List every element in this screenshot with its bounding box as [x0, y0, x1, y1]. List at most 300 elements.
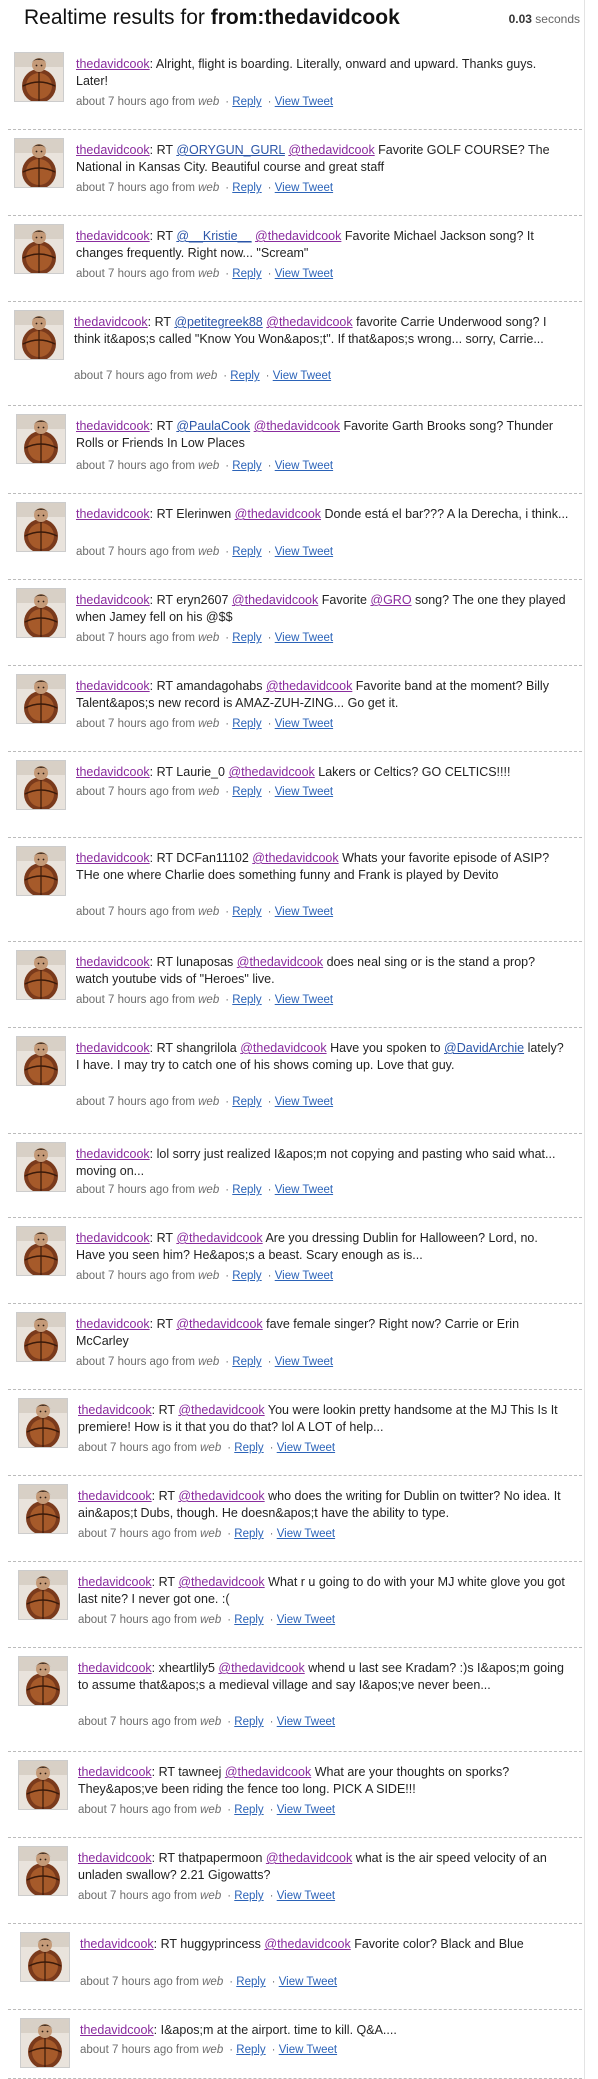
tweet-meta: about 7 hours ago from web · Reply · View Tweet	[76, 268, 334, 280]
tweet-text	[76, 1146, 570, 1180]
tweet-text	[76, 228, 570, 262]
view-tweet-link[interactable]: View Tweet	[272, 370, 332, 382]
tweet-timestamp: about 7 hours ago	[76, 1270, 169, 1282]
tweet-text-segment: Whats your favorite episode of ASIP? THe one where Charlie does something funny and Frank is played by Devito	[76, 851, 550, 882]
tweet-source: web	[200, 1804, 222, 1816]
tweet-meta: about 7 hours ago from web · Reply · View Tweet	[76, 718, 334, 730]
tweet-text-segment: Lakers or Celtics? GO CELTICS!!!!	[314, 765, 511, 779]
user-avatar-icon[interactable]	[16, 846, 66, 896]
tweet-text	[76, 1230, 570, 1264]
tweet-text-segment: : RT shangrilola	[149, 1041, 241, 1055]
view-tweet-link[interactable]: View Tweet	[274, 994, 334, 1006]
tweet-text-segment: : I&apos;m at the airport. time to kill. Q&A....	[153, 2023, 397, 2037]
tweet-text-segment: : Alright, flight is boarding. Literally, onward and upward. Thanks guys. Later!	[76, 57, 537, 88]
mention-link[interactable]: @thedavidcook	[288, 143, 375, 157]
source-from-label: from	[173, 1890, 197, 1902]
tweet-author-link[interactable]: thedavidcook	[76, 143, 150, 157]
tweet-item	[0, 1476, 584, 1562]
mention-link[interactable]: @__Kristie__	[176, 229, 252, 243]
tweet-item	[0, 1838, 584, 1924]
tweet-author-link[interactable]: thedavidcook	[76, 1041, 150, 1055]
reply-link[interactable]: Reply	[232, 268, 262, 280]
mention-link[interactable]: @thedavidcook	[265, 1851, 353, 1865]
tweet-timestamp: about 7 hours ago	[76, 1356, 169, 1368]
tweet-text-segment: : RT DCFan11102	[149, 851, 253, 865]
tweet-meta: about 7 hours ago from web · Reply · View Tweet	[76, 786, 334, 798]
view-tweet-link[interactable]: View Tweet	[274, 96, 334, 108]
view-tweet-link[interactable]: View Tweet	[274, 546, 334, 558]
tweet-text-segment: Have you spoken to	[326, 1041, 445, 1055]
source-from-label: from	[171, 1096, 195, 1108]
tweet-timestamp: about 7 hours ago	[80, 2044, 173, 2056]
tweet-item	[0, 1648, 584, 1752]
tweet-author-link[interactable]: thedavidcook	[76, 765, 150, 779]
reply-link[interactable]: Reply	[230, 370, 260, 382]
tweet-item	[0, 1134, 584, 1218]
view-tweet-link[interactable]: View Tweet	[278, 1976, 338, 1988]
user-avatar-icon[interactable]	[18, 1484, 68, 1534]
reply-link[interactable]: Reply	[234, 1528, 264, 1540]
tweet-text	[76, 142, 570, 176]
tweet-meta: about 7 hours ago from web · Reply · View Tweet	[76, 994, 334, 1006]
mention-link[interactable]: @thedavidcook	[266, 315, 353, 329]
mention-link[interactable]: @thedavidcook	[265, 679, 353, 693]
user-avatar-icon[interactable]	[16, 1312, 66, 1362]
tweet-timestamp: about 7 hours ago	[80, 1976, 173, 1988]
tweet-text-segment: You were lookin pretty handsome at the MJ This Is It premiere! How is it that you do that? lol A LOT of help...	[78, 1403, 558, 1434]
title-prefix: Realtime results for	[24, 6, 211, 29]
mention-link[interactable]: @ORYGUN_GURL	[176, 143, 285, 157]
tweet-item	[0, 302, 584, 406]
tweet-text-segment: : RT	[151, 1403, 179, 1417]
user-avatar-icon[interactable]	[16, 1142, 66, 1192]
source-from-label: from	[171, 718, 195, 730]
source-from-label: from	[171, 460, 195, 472]
user-avatar-icon[interactable]	[16, 760, 66, 810]
view-tweet-link[interactable]: View Tweet	[278, 2044, 338, 2056]
tweet-item	[0, 942, 584, 1028]
tweet-meta: about 7 hours ago from web · Reply · View Tweet	[76, 1270, 334, 1282]
tweet-text	[76, 850, 570, 884]
tweet-text-segment: : RT	[147, 315, 175, 329]
tweet-timestamp: about 7 hours ago	[78, 1614, 171, 1626]
tweet-text-segment: What are your thoughts on sporks? They&apos;ve been riding the fence too long. PICK A SIDE!!!	[78, 1765, 510, 1796]
source-from-label: from	[171, 1270, 195, 1282]
tweet-author-link[interactable]: thedavidcook	[76, 229, 150, 243]
tweet-source: web	[200, 1890, 222, 1902]
mention-link[interactable]: @thedavidcook	[178, 1489, 265, 1503]
tweet-text-segment: who does the writing for Dublin on twitter? No idea. It ain&apos;t Dubs, though. He doesn&apos;t have the ability to type.	[78, 1489, 561, 1520]
tweet-text-segment: What r u going to do with your MJ white glove you got last nite? I never got one. :(	[78, 1575, 565, 1606]
source-from-label: from	[175, 1976, 199, 1988]
reply-link[interactable]: Reply	[232, 96, 262, 108]
user-avatar-icon[interactable]	[16, 588, 66, 638]
tweet-source: web	[198, 546, 220, 558]
user-avatar-icon[interactable]	[18, 1760, 68, 1810]
user-avatar-icon[interactable]	[16, 1036, 66, 1086]
tweet-timestamp: about 7 hours ago	[78, 1528, 171, 1540]
tweet-meta: about 7 hours ago from web · Reply · View Tweet	[78, 1528, 336, 1540]
user-avatar-icon[interactable]	[14, 52, 64, 102]
tweet-text	[76, 678, 570, 712]
tweet-timestamp: about 7 hours ago	[76, 632, 169, 644]
tweet-text	[80, 2022, 570, 2039]
mention-link[interactable]: @thedavidcook	[218, 1661, 305, 1675]
reply-link[interactable]: Reply	[234, 1890, 264, 1902]
tweet-meta: about 7 hours ago from web · Reply · View Tweet	[74, 370, 332, 382]
view-tweet-link[interactable]: View Tweet	[276, 1890, 336, 1902]
reply-link[interactable]: Reply	[232, 786, 262, 798]
mention-link[interactable]: @thedavidcook	[240, 1041, 327, 1055]
view-tweet-link[interactable]: View Tweet	[274, 786, 334, 798]
tweet-text-segment: favorite Carrie Underwood song? I think it&apos;s called "Know You Won&apos;t". If that&apos;s wrong... sorry, Carrie...	[74, 315, 547, 346]
reply-link[interactable]: Reply	[232, 632, 262, 644]
view-tweet-link[interactable]: View Tweet	[274, 632, 334, 644]
tweet-text	[78, 1850, 570, 1884]
tweet-meta: about 7 hours ago from web · Reply · View Tweet	[76, 632, 334, 644]
tweet-item	[0, 752, 584, 838]
tweet-source: web	[200, 1614, 222, 1626]
tweet-text-segment: : RT Laurie_0	[149, 765, 229, 779]
tweet-text	[76, 506, 570, 523]
tweet-text-segment: what is the air speed velocity of an unladen swallow? 2.21 Gigowatts?	[78, 1851, 547, 1882]
source-from-label: from	[173, 1528, 197, 1540]
view-tweet-link[interactable]: View Tweet	[274, 1096, 334, 1108]
tweet-author-link[interactable]: thedavidcook	[78, 1765, 152, 1779]
mention-link[interactable]: @thedavidcook	[224, 1765, 312, 1779]
tweet-text-segment: Favorite Garth Brooks song? Thunder Rolls or Friends In Low Places	[76, 419, 554, 450]
page-title	[24, 6, 400, 30]
tweet-author-link[interactable]: thedavidcook	[74, 315, 148, 329]
tweet-author-link[interactable]: thedavidcook	[76, 1231, 150, 1245]
tweet-timestamp: about 7 hours ago	[76, 718, 169, 730]
user-avatar-icon[interactable]	[16, 414, 66, 464]
tweet-source: web	[202, 2044, 224, 2056]
tweet-item	[0, 838, 584, 942]
mention-link[interactable]: @thedavidcook	[234, 507, 322, 521]
tweet-meta: about 7 hours ago from web · Reply · View Tweet	[80, 1976, 338, 1988]
reply-link[interactable]: Reply	[234, 1804, 264, 1816]
view-tweet-link[interactable]: View Tweet	[274, 718, 334, 730]
tweet-meta: about 7 hours ago from web · Reply · View Tweet	[80, 2044, 338, 2056]
source-from-label: from	[171, 632, 195, 644]
source-from-label: from	[171, 1184, 195, 1196]
reply-link[interactable]: Reply	[232, 182, 262, 194]
reply-link[interactable]: Reply	[232, 718, 262, 730]
reply-link[interactable]: Reply	[232, 460, 262, 472]
mention-link[interactable]: @thedavidcook	[252, 851, 339, 865]
tweet-timestamp: about 7 hours ago	[76, 96, 169, 108]
view-tweet-link[interactable]: View Tweet	[274, 182, 334, 194]
reply-link[interactable]: Reply	[232, 994, 262, 1006]
view-tweet-link[interactable]: View Tweet	[274, 1184, 334, 1196]
tweet-author-link[interactable]: thedavidcook	[76, 507, 150, 521]
tweet-item	[0, 1562, 584, 1648]
query-timing	[509, 12, 580, 26]
tweet-text-segment: lately? I have. I may try to catch one of his shows coming up. Love that guy.	[76, 1041, 564, 1072]
tweet-meta: about 7 hours ago from web · Reply · View Tweet	[76, 96, 334, 108]
tweet-text-segment: : RT	[149, 1317, 177, 1331]
user-avatar-icon[interactable]	[14, 310, 64, 360]
tweet-text-segment: : RT	[149, 143, 177, 157]
tweet-text-segment: fave female singer? Right now? Carrie or Erin McCarley	[76, 1317, 520, 1348]
tweet-item	[0, 1390, 584, 1476]
mention-link[interactable]: @thedavidcook	[178, 1403, 265, 1417]
mention-link[interactable]: @thedavidcook	[264, 1937, 351, 1951]
user-avatar-icon[interactable]	[14, 224, 64, 274]
user-avatar-icon[interactable]	[18, 1398, 68, 1448]
mention-link[interactable]: @PaulaCook	[176, 419, 251, 433]
tweet-text	[76, 1316, 570, 1350]
tweet-source: web	[198, 460, 220, 472]
tweet-item	[0, 580, 584, 666]
mention-link[interactable]: @thedavidcook	[176, 1317, 263, 1331]
tweet-timestamp: about 7 hours ago	[76, 994, 169, 1006]
tweet-author-link[interactable]: thedavidcook	[76, 851, 150, 865]
tweet-text-segment: : RT	[151, 1489, 179, 1503]
tweet-text-segment: Favorite band at the moment? Billy Talent&apos;s new record is AMAZ-ZUH-ZING... Go get it.	[76, 679, 549, 710]
timing-value: 0.03	[508, 12, 532, 26]
tweet-item	[0, 1304, 584, 1390]
tweet-text-segment: does neal sing or is the stand a prop? watch youtube vids of "Heroes" live.	[76, 955, 536, 986]
reply-link[interactable]: Reply	[232, 1356, 262, 1368]
tweet-timestamp: about 7 hours ago	[78, 1716, 171, 1728]
source-from-label: from	[171, 96, 195, 108]
tweet-meta: about 7 hours ago from web · Reply · View Tweet	[78, 1804, 336, 1816]
view-tweet-link[interactable]: View Tweet	[274, 906, 334, 918]
tweet-meta: about 7 hours ago from web · Reply · View Tweet	[76, 1184, 334, 1196]
tweet-timestamp: about 7 hours ago	[78, 1442, 171, 1454]
view-tweet-link[interactable]: View Tweet	[276, 1804, 336, 1816]
tweet-text-segment: : RT	[149, 1231, 177, 1245]
reply-link[interactable]: Reply	[234, 1442, 264, 1454]
tweet-author-link[interactable]: thedavidcook	[76, 1317, 150, 1331]
tweet-meta: about 7 hours ago from web · Reply · View Tweet	[76, 546, 334, 558]
mention-link[interactable]: @thedavidcook	[178, 1575, 265, 1589]
tweet-text-segment: : RT Elerinwen	[149, 507, 235, 521]
tweet-text-segment: : RT thatpapermoon	[151, 1851, 266, 1865]
mention-link[interactable]: @thedavidcook	[255, 229, 342, 243]
tweet-timestamp: about 7 hours ago	[78, 1890, 171, 1902]
view-tweet-link[interactable]: View Tweet	[276, 1528, 336, 1540]
tweet-item	[0, 406, 584, 494]
view-tweet-link[interactable]: View Tweet	[274, 268, 334, 280]
tweet-text-segment: whend u last see Kradam? :)s I&apos;m going to assume that&apos;s a medieval village and say I&apos;ve never been...	[78, 1661, 564, 1692]
tweet-source: web	[198, 994, 220, 1006]
tweet-text-segment: : RT amandagohabs	[149, 679, 266, 693]
view-tweet-link[interactable]: View Tweet	[276, 1716, 336, 1728]
tweet-item	[0, 1028, 584, 1134]
source-from-label: from	[171, 546, 195, 558]
tweet-text	[76, 56, 570, 90]
tweet-source: web	[198, 1270, 220, 1282]
tweet-timestamp: about 7 hours ago	[76, 268, 169, 280]
source-from-label: from	[173, 1804, 197, 1816]
tweet-text	[80, 1936, 570, 1953]
tweet-timestamp: about 7 hours ago	[76, 182, 169, 194]
reply-link[interactable]: Reply	[234, 1716, 264, 1728]
tweet-source: web	[202, 1976, 224, 1988]
tweet-text	[76, 1040, 570, 1074]
tweet-source: web	[200, 1442, 222, 1454]
user-avatar-icon[interactable]	[18, 1570, 68, 1620]
user-avatar-icon[interactable]	[20, 1932, 70, 1982]
tweet-source: web	[198, 1184, 220, 1196]
source-from-label: from	[175, 2044, 199, 2056]
tweet-text-segment: : RT lunaposas	[149, 955, 237, 969]
tweet-source: web	[198, 1096, 220, 1108]
reply-link[interactable]: Reply	[232, 1096, 262, 1108]
tweet-author-link[interactable]: thedavidcook	[76, 593, 150, 607]
user-avatar-icon[interactable]	[18, 1846, 68, 1896]
results-header	[0, 0, 584, 40]
tweet-item	[0, 666, 584, 752]
tweet-item	[0, 44, 584, 130]
tweet-author-link[interactable]: thedavidcook	[80, 2023, 154, 2037]
tweet-timestamp: about 7 hours ago	[76, 460, 169, 472]
view-tweet-link[interactable]: View Tweet	[274, 1356, 334, 1368]
tweet-author-link[interactable]: thedavidcook	[78, 1403, 152, 1417]
mention-link[interactable]: @thedavidcook	[253, 419, 340, 433]
tweet-text-segment: : RT tawneej	[151, 1765, 225, 1779]
reply-link[interactable]: Reply	[232, 546, 262, 558]
tweet-text	[76, 592, 570, 626]
source-from-label: from	[171, 994, 195, 1006]
tweet-meta: about 7 hours ago from web · Reply · View Tweet	[76, 1096, 334, 1108]
tweet-text-segment: Favorite GOLF COURSE? The National in Kansas City. Beautiful course and great staff	[76, 143, 550, 174]
tweet-source: web	[198, 182, 220, 194]
tweet-author-link[interactable]: thedavidcook	[76, 1147, 150, 1161]
view-tweet-link[interactable]: View Tweet	[274, 1270, 334, 1282]
tweet-source: web	[198, 96, 220, 108]
reply-link[interactable]: Reply	[232, 906, 262, 918]
tweet-source: web	[196, 370, 218, 382]
reply-link[interactable]: Reply	[236, 1976, 266, 1988]
tweet-text	[78, 1660, 570, 1694]
tweet-meta: about 7 hours ago from web · Reply · View Tweet	[78, 1442, 336, 1454]
tweet-author-link[interactable]: thedavidcook	[78, 1489, 152, 1503]
tweet-text	[76, 954, 570, 988]
tweet-source: web	[198, 632, 220, 644]
tweet-meta: about 7 hours ago from web · Reply · View Tweet	[78, 1890, 336, 1902]
tweet-text-segment: : RT	[149, 229, 177, 243]
tweet-text-segment: Favorite Michael Jackson song? It changes frequently. Right now... "Scream"	[76, 229, 534, 260]
tweet-author-link[interactable]: thedavidcook	[80, 1937, 154, 1951]
tweet-author-link[interactable]: thedavidcook	[78, 1661, 152, 1675]
source-from-label: from	[169, 370, 193, 382]
source-from-label: from	[173, 1716, 197, 1728]
tweet-meta: about 7 hours ago from web · Reply · View Tweet	[76, 1356, 334, 1368]
tweet-item	[0, 1752, 584, 1838]
tweet-meta: about 7 hours ago from web · Reply · View Tweet	[76, 906, 334, 918]
tweet-text-segment: Are you dressing Dublin for Halloween? Lord, no. Have you seen him? He&apos;s a beast. Scary enough as is...	[76, 1231, 538, 1262]
tweet-text	[78, 1574, 570, 1608]
user-avatar-icon[interactable]	[16, 950, 66, 1000]
tweet-source: web	[198, 718, 220, 730]
source-from-label: from	[171, 268, 195, 280]
mention-link[interactable]: @thedavidcook	[176, 1231, 263, 1245]
tweet-timestamp: about 7 hours ago	[74, 370, 167, 382]
tweet-timestamp: about 7 hours ago	[76, 1096, 169, 1108]
reply-link[interactable]: Reply	[234, 1614, 264, 1626]
tweet-text-segment: song? The one they played when Jamey fell on his @$$	[76, 593, 566, 624]
tweet-meta: about 7 hours ago from web · Reply · View Tweet	[76, 182, 334, 194]
tweet-timestamp: about 7 hours ago	[76, 906, 169, 918]
user-avatar-icon[interactable]	[16, 502, 66, 552]
tweet-text	[78, 1402, 570, 1436]
source-from-label: from	[171, 182, 195, 194]
reply-link[interactable]: Reply	[232, 1270, 262, 1282]
tweet-timestamp: about 7 hours ago	[76, 1184, 169, 1196]
mention-link[interactable]: @thedavidcook	[228, 765, 315, 779]
tweet-meta: about 7 hours ago from web · Reply · View Tweet	[76, 460, 334, 472]
tweet-text-segment: : RT	[151, 1575, 179, 1589]
user-avatar-icon[interactable]	[16, 1226, 66, 1276]
tweet-text	[78, 1488, 570, 1522]
tweet-item	[0, 1924, 584, 2010]
view-tweet-link[interactable]: View Tweet	[276, 1614, 336, 1626]
tweet-source: web	[198, 906, 220, 918]
tweet-text-segment: : xheartlily5	[151, 1661, 219, 1675]
tweet-text-segment: : RT eryn2607	[149, 593, 232, 607]
tweet-text	[74, 314, 570, 348]
mention-link[interactable]: @DavidArchie	[444, 1041, 525, 1055]
tweet-author-link[interactable]: thedavidcook	[76, 955, 150, 969]
mention-link[interactable]: @thedavidcook	[231, 593, 319, 607]
tweet-text-segment: Favorite color? Black and Blue	[350, 1937, 524, 1951]
tweet-text-segment: Donde está el bar??? A la Derecha, i think...	[321, 507, 569, 521]
tweet-text	[76, 764, 570, 781]
source-from-label: from	[171, 786, 195, 798]
reply-link[interactable]: Reply	[232, 1184, 262, 1196]
tweet-item	[0, 130, 584, 216]
tweet-meta: about 7 hours ago from web · Reply · View Tweet	[78, 1614, 336, 1626]
source-from-label: from	[173, 1614, 197, 1626]
tweet-timestamp: about 7 hours ago	[76, 546, 169, 558]
tweet-text-segment: : RT	[149, 419, 177, 433]
mention-link[interactable]: @thedavidcook	[236, 955, 324, 969]
tweet-author-link[interactable]: thedavidcook	[76, 419, 150, 433]
tweet-item	[0, 1218, 584, 1304]
search-query: from:thedavidcook	[210, 6, 400, 29]
mention-link[interactable]: @GRO	[370, 593, 412, 607]
source-from-label: from	[171, 906, 195, 918]
user-avatar-icon[interactable]	[14, 138, 64, 188]
right-divider-line	[584, 0, 585, 2079]
user-avatar-icon[interactable]	[16, 674, 66, 724]
view-tweet-link[interactable]: View Tweet	[276, 1442, 336, 1454]
tweet-text-segment: : RT huggyprincess	[153, 1937, 265, 1951]
tweet-text	[76, 418, 570, 452]
tweet-author-link[interactable]: thedavidcook	[78, 1851, 152, 1865]
timing-unit: seconds	[535, 12, 580, 26]
tweet-source: web	[200, 1528, 222, 1540]
user-avatar-icon[interactable]	[18, 1656, 68, 1706]
tweet-author-link[interactable]: thedavidcook	[78, 1575, 152, 1589]
tweet-author-link[interactable]: thedavidcook	[76, 679, 150, 693]
source-from-label: from	[173, 1442, 197, 1454]
view-tweet-link[interactable]: View Tweet	[274, 460, 334, 472]
tweet-text-segment: : lol sorry just realized I&apos;m not copying and pasting who said what... moving on...	[76, 1147, 556, 1178]
tweet-author-link[interactable]: thedavidcook	[76, 57, 150, 71]
user-avatar-icon[interactable]	[20, 2018, 70, 2068]
tweet-text	[78, 1764, 570, 1798]
tweet-item	[0, 494, 584, 580]
tweet-meta: about 7 hours ago from web · Reply · View Tweet	[78, 1716, 336, 1728]
tweet-source: web	[198, 786, 220, 798]
reply-link[interactable]: Reply	[236, 2044, 266, 2056]
mention-link[interactable]: @petitegreek88	[174, 315, 263, 329]
